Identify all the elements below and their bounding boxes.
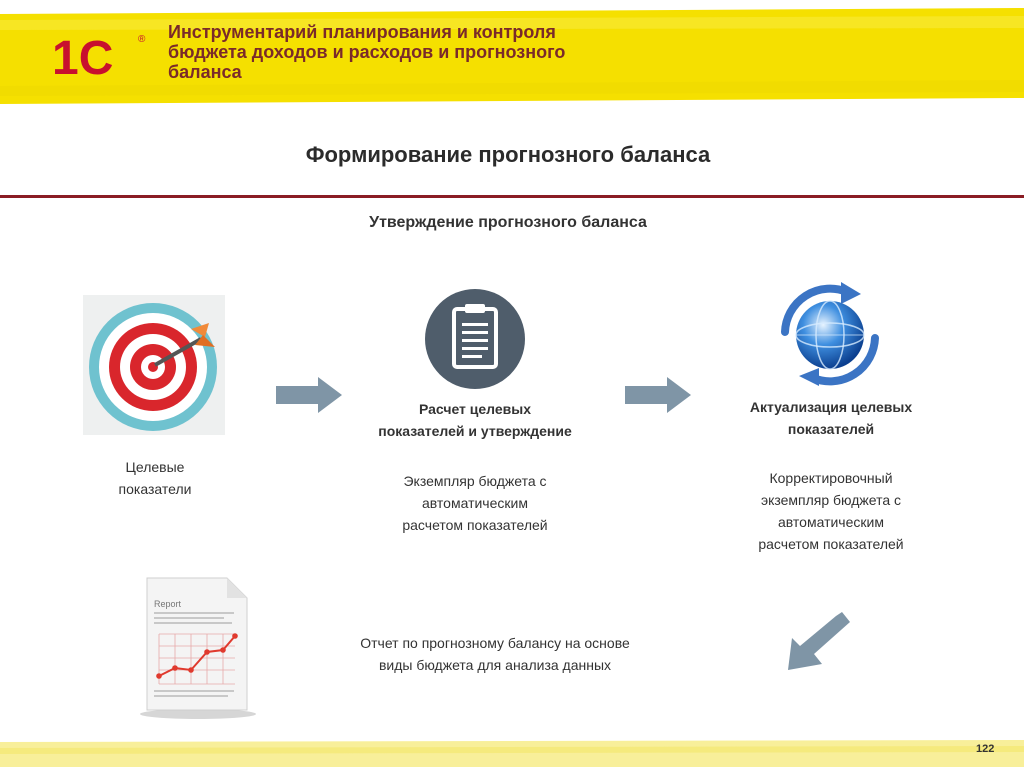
slide-subtitle: Утверждение прогнозного баланса bbox=[369, 214, 647, 231]
logo-registered-mark: ® bbox=[138, 34, 146, 45]
update-title-line: Актуализация целевых bbox=[749, 399, 913, 415]
update-title bbox=[700, 396, 962, 440]
clipboard-icon bbox=[425, 289, 525, 389]
calc-description-line: автоматическим bbox=[422, 495, 528, 511]
footer-highlight bbox=[0, 738, 1024, 767]
logo-1c-icon bbox=[52, 30, 148, 82]
report-description-line: виды бюджета для анализа данных bbox=[378, 657, 612, 673]
logo-1c bbox=[52, 30, 148, 87]
update-description bbox=[700, 467, 962, 555]
header-title-line: баланса bbox=[168, 62, 242, 82]
calc-title-line: показателей и утверждение bbox=[378, 423, 572, 439]
target-label-line: Целевые bbox=[125, 459, 185, 475]
report-description-line: Отчет по прогнозному балансу на основе bbox=[360, 635, 630, 651]
report-description bbox=[300, 632, 690, 676]
header-title-line: бюджета доходов и расходов и прогнозного bbox=[168, 42, 566, 62]
page-number: 122 bbox=[976, 743, 995, 755]
calc-description-line: Экземпляр бюджета с bbox=[403, 473, 547, 489]
target-icon bbox=[83, 295, 225, 435]
update-description-line: расчетом показателей bbox=[758, 536, 904, 552]
calc-title-line: Расчет целевых bbox=[418, 401, 532, 417]
globe-refresh-icon bbox=[765, 280, 895, 386]
target-label-line: показатели bbox=[118, 481, 192, 497]
header-title bbox=[168, 22, 708, 82]
update-description-line: экземпляр бюджета с bbox=[760, 492, 902, 508]
calc-title bbox=[330, 398, 620, 442]
target-label bbox=[95, 456, 215, 500]
report-doc-title: Report bbox=[154, 599, 182, 609]
update-description-line: автоматическим bbox=[778, 514, 884, 530]
arrow-down-left-icon bbox=[780, 612, 850, 674]
header-title-line: Инструментарий планирования и контроля bbox=[168, 22, 556, 42]
arrow-right-icon bbox=[625, 377, 691, 413]
slide-title: Формирование прогнозного баланса bbox=[305, 142, 711, 167]
calc-description bbox=[330, 470, 620, 536]
update-description-line: Корректировочный bbox=[769, 470, 893, 486]
update-title-line: показателей bbox=[787, 421, 875, 437]
title-divider bbox=[0, 195, 1024, 198]
logo-text: 1С bbox=[52, 32, 114, 82]
report-document-icon bbox=[135, 576, 261, 721]
calc-description-line: расчетом показателей bbox=[402, 517, 548, 533]
